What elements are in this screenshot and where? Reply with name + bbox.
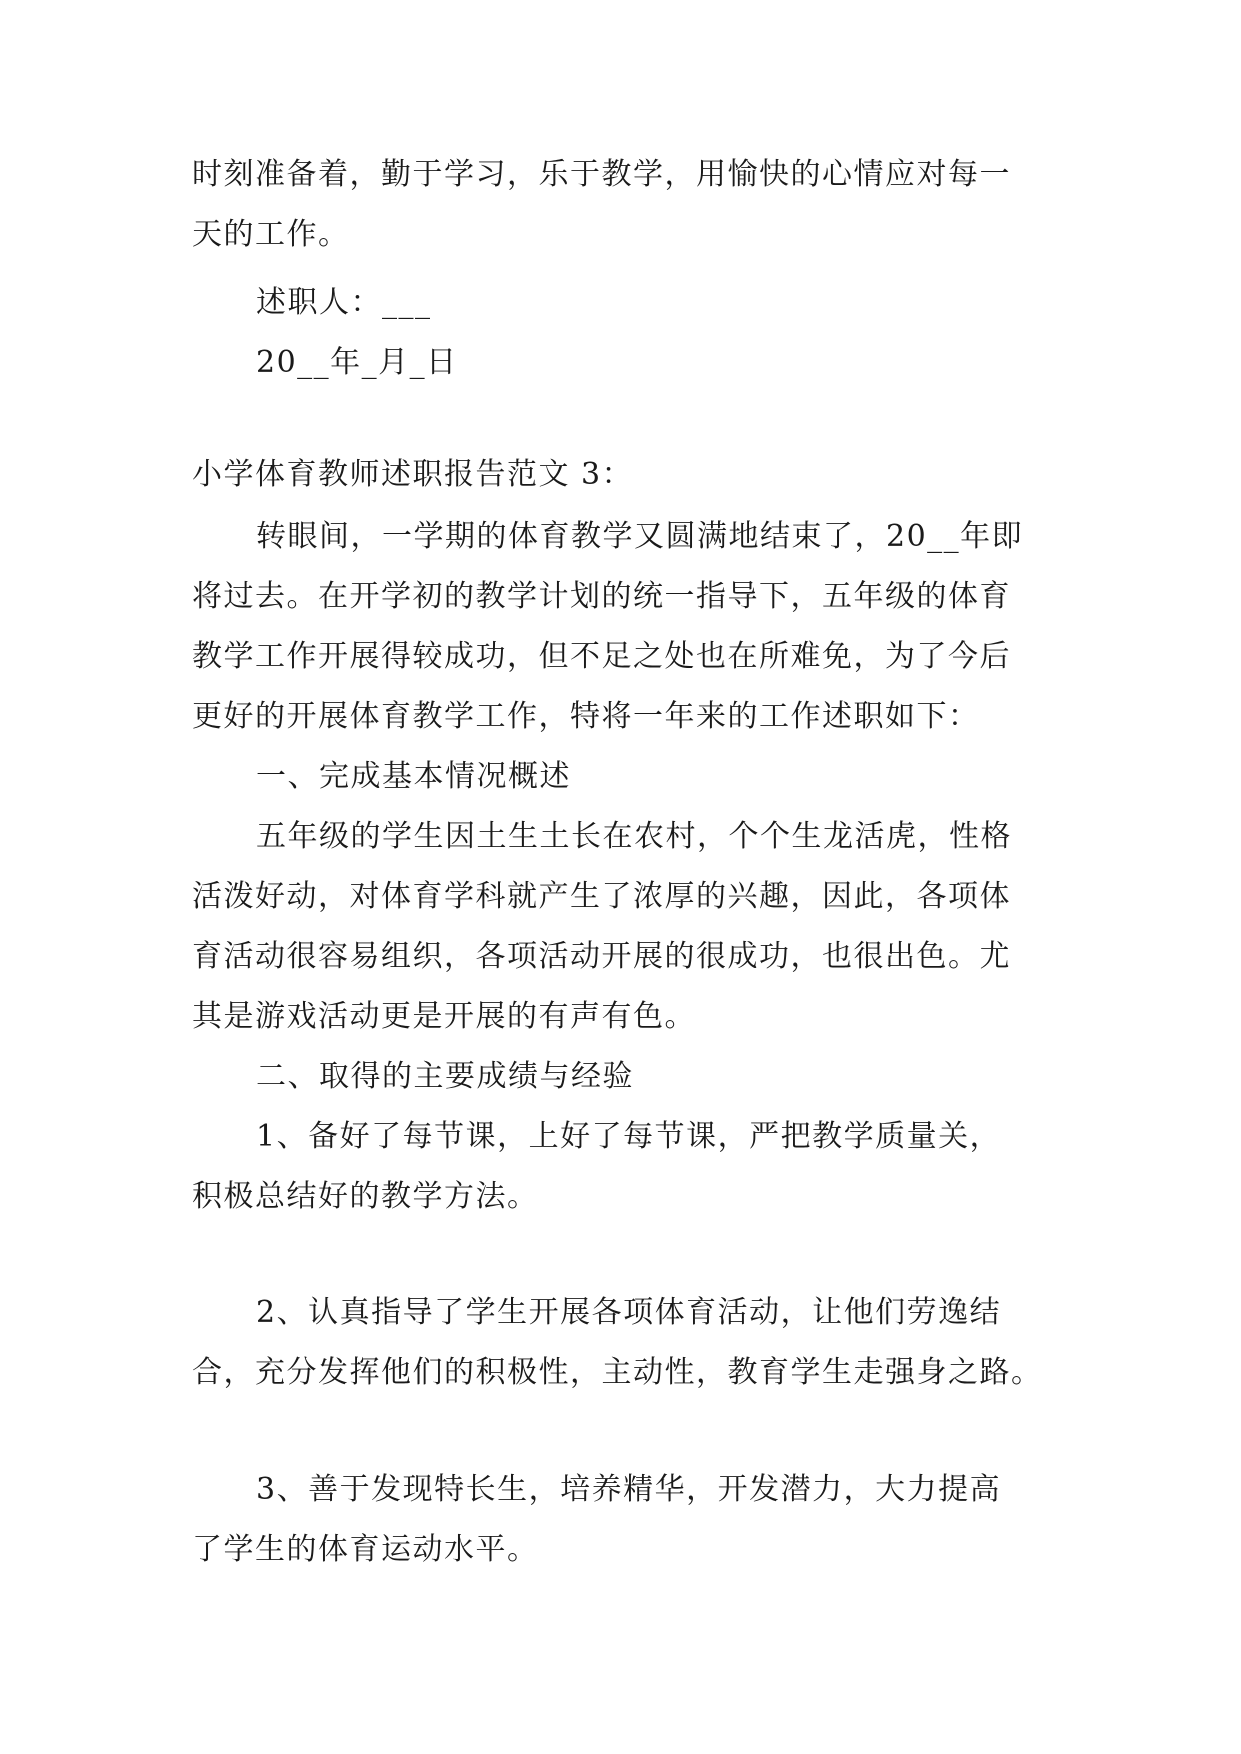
paragraph-line: 教学工作开展得较成功，但不足之处也在所难免，为了今后 <box>192 639 1011 674</box>
paragraph-line: 时刻准备着，勤于学习，乐于教学，用愉快的心情应对每一 <box>192 157 1011 192</box>
heading-2: 二、取得的主要成绩与经验 <box>256 1059 634 1094</box>
paragraph-line: 活泼好动，对体育学科就产生了浓厚的兴趣，因此，各项体 <box>192 879 1011 914</box>
paragraph-line: 将过去。在开学初的教学计划的统一指导下，五年级的体育 <box>192 579 1011 614</box>
list-item-2: 2、认真指导了学生开展各项体育活动，让他们劳逸结 <box>256 1295 1002 1330</box>
heading-1: 一、完成基本情况概述 <box>256 759 571 794</box>
paragraph-line: 其是游戏活动更是开展的有声有色。 <box>192 999 696 1034</box>
paragraph-line: 积极总结好的教学方法。 <box>192 1179 539 1214</box>
paragraph-line: 天的工作。 <box>192 217 350 252</box>
paragraph-line: 了学生的体育运动水平。 <box>192 1532 539 1567</box>
paragraph-line: 育活动很容易组织，各项活动开展的很成功，也很出色。尤 <box>192 939 1011 974</box>
paragraph-line: 合，充分发挥他们的积极性，主动性，教育学生走强身之路。 <box>192 1355 1043 1390</box>
signature-label: 述职人：___ <box>256 285 432 320</box>
paragraph-line: 五年级的学生因土生土长在农村，个个生龙活虎，性格 <box>256 819 1012 854</box>
signature-date: 20__年_月_日 <box>256 345 458 380</box>
section-title: 小学体育教师述职报告范文 3： <box>192 457 634 492</box>
paragraph-line: 更好的开展体育教学工作，特将一年来的工作述职如下： <box>192 699 980 734</box>
list-item-3: 3、善于发现特长生，培养精华，开发潜力，大力提高 <box>256 1472 1002 1507</box>
paragraph-line: 转眼间，一学期的体育教学又圆满地结束了，20__年即 <box>256 519 1024 554</box>
list-item-1: 1、备好了每节课，上好了每节课，严把教学质量关， <box>256 1119 1002 1154</box>
